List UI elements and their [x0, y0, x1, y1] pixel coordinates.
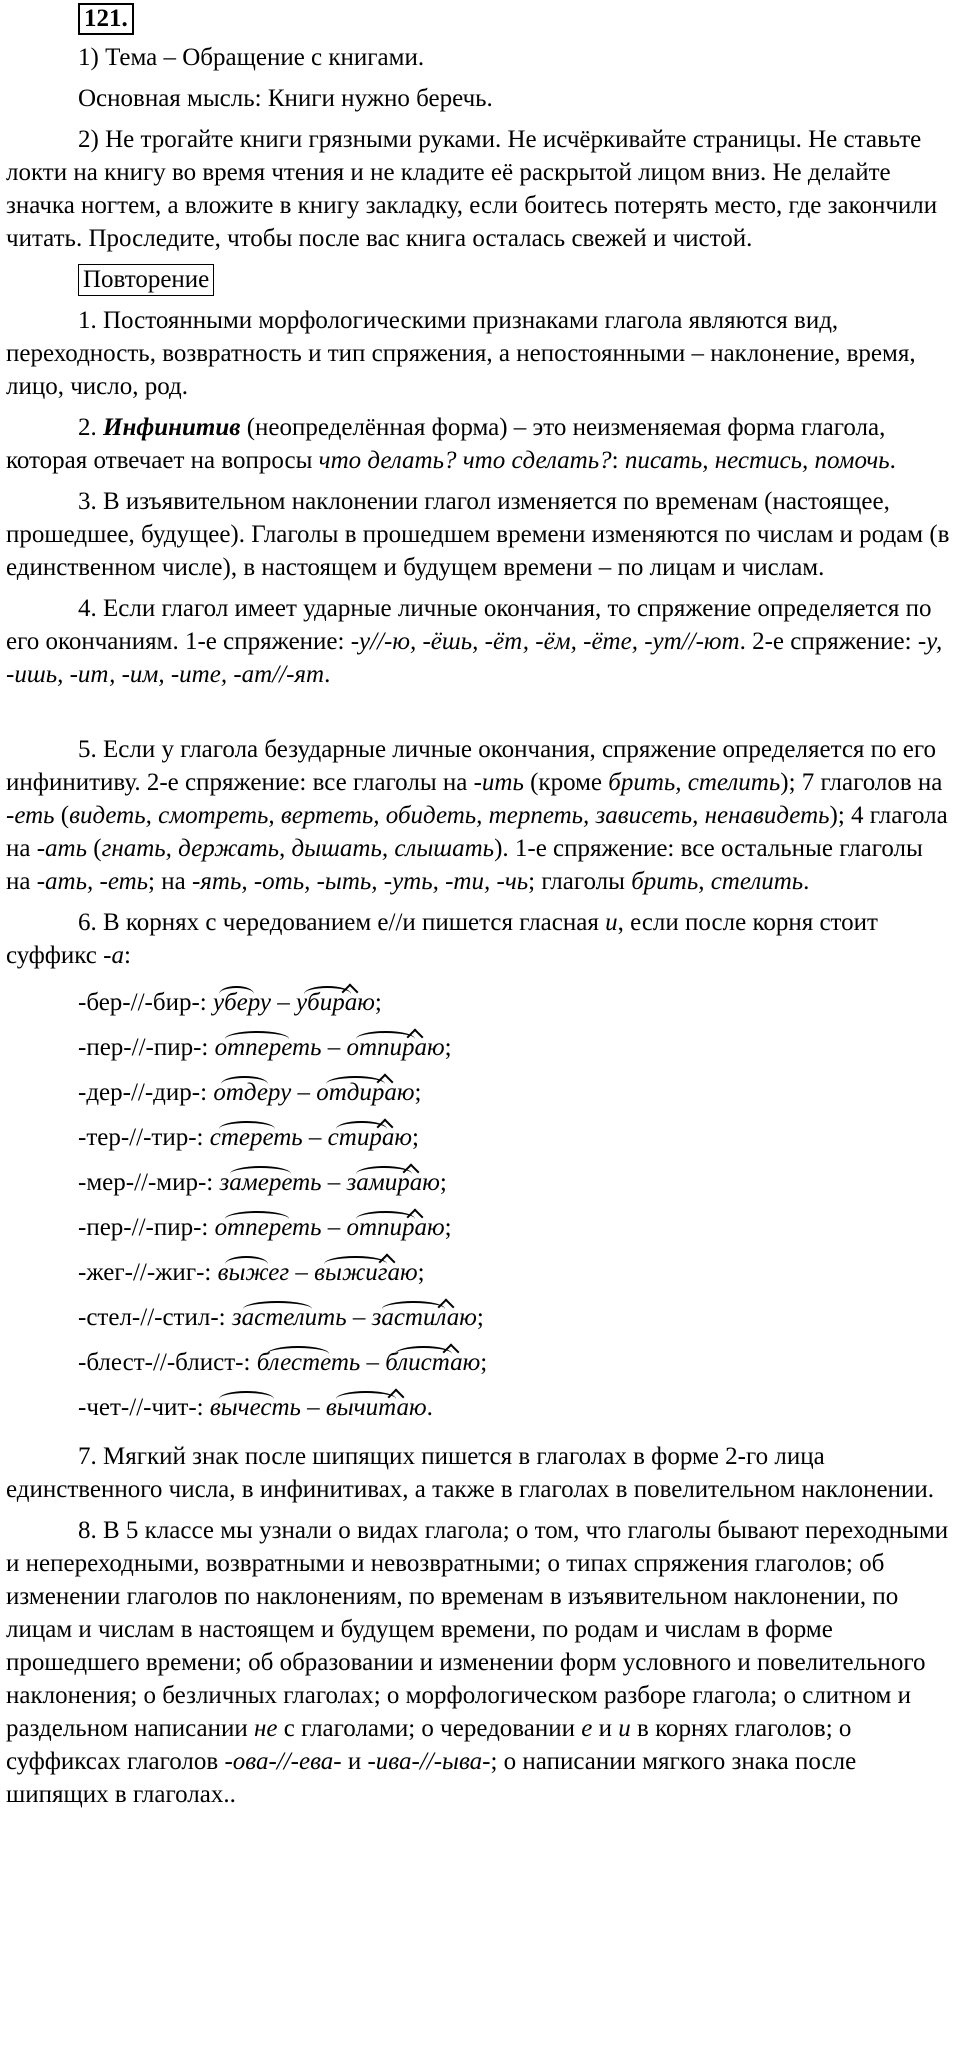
word-pair-second [296, 980, 375, 1025]
text-part: с глаголами; о чередовании [277, 1715, 582, 1742]
root-arc-mark [225, 1256, 268, 1272]
suffix-caret-mark [440, 1299, 454, 1313]
root-label: -бер-//-бир-: [78, 989, 213, 1016]
root-arc-mark [382, 1301, 445, 1317]
text-part: . [803, 868, 810, 895]
text-part: в корнях глаголов; о суффиксах глаголов [6, 1715, 852, 1775]
word: выжигаю [314, 1259, 418, 1286]
text-part: . 2-е спряжение: [739, 628, 918, 655]
repeat-item-2 [6, 411, 952, 477]
word: замереть [219, 1169, 322, 1196]
exercise-number: 121. [78, 3, 134, 35]
text-part: . [324, 661, 331, 688]
text-part: ). 1-е спряжение: все остальные глаголы на [6, 835, 923, 895]
word-pair-second [385, 1340, 480, 1385]
dash: – [321, 1169, 347, 1196]
italic-part: -ать [36, 835, 87, 862]
repeat-item-5 [6, 733, 952, 898]
word-pair-first [215, 1205, 322, 1250]
endings-second: -у, -ишь, -ит, -им, -ите, -ат//-ят [6, 628, 943, 688]
punct: ; [480, 1349, 488, 1376]
dash: – [300, 1394, 326, 1421]
word: стереть [209, 1124, 303, 1151]
suffix-caret-mark [445, 1344, 459, 1358]
root-row [6, 1340, 952, 1385]
root-arc-mark [395, 1346, 452, 1362]
root-label: -тер-//-тир-: [78, 1124, 210, 1151]
spacer [6, 699, 952, 733]
word-pair-second [328, 1115, 412, 1160]
word: отпереть [214, 1034, 322, 1061]
word-pair-first [210, 1115, 303, 1160]
word-pair-first [210, 1385, 301, 1430]
text-part: ( [54, 802, 70, 829]
root-list [6, 980, 952, 1430]
root-row [6, 1025, 952, 1070]
word: отпираю [346, 1214, 445, 1241]
dash: – [302, 1124, 328, 1151]
punct: ; [439, 1169, 447, 1196]
word-pair-first [213, 980, 271, 1025]
suffix-caret-mark [390, 1389, 404, 1403]
root-row [6, 1160, 952, 1205]
punct: ; [444, 1034, 452, 1061]
root-label: -жег-//-жиг-: [78, 1259, 218, 1286]
punct: ; [414, 1079, 422, 1106]
italic-part: брить, стелить [631, 868, 804, 895]
word: застилаю [371, 1304, 477, 1331]
word-pair-second [346, 1205, 444, 1250]
text-part: 5. Если у глагола безударные личные окончания, спряжение определяется по его инфинитиву. 2-е спряжение: все глаголы на [6, 736, 937, 796]
dash: – [346, 1304, 372, 1331]
text-part: ; на [148, 868, 192, 895]
text-part: и [341, 1748, 368, 1775]
word: уберу [212, 989, 272, 1016]
repeat-item-7: 7. Мягкий знак после шипящих пишется в глаголах в форме 2-го лица единственного числа, в инфинитивах, а также в глаголах в повелительном наклонении. [6, 1443, 935, 1503]
word: вычесть [209, 1394, 301, 1421]
repeat-label: Повторение [78, 264, 214, 296]
root-arc-mark [219, 1391, 274, 1407]
word-pair-first [215, 1025, 322, 1070]
suffix-caret-mark [405, 1164, 419, 1178]
word: застелить [231, 1304, 347, 1331]
word-pair-first [218, 1250, 290, 1295]
word: замираю [346, 1169, 440, 1196]
repeat-item-8 [6, 1514, 952, 1811]
suffix-caret-mark [409, 1029, 423, 1043]
italic-part: -ять, -оть, -ыть, -уть, -ти, -чь [191, 868, 529, 895]
root-arc-mark [324, 1256, 386, 1272]
text-part: : [123, 942, 131, 969]
text-part: (кроме [523, 769, 609, 796]
word: стираю [327, 1124, 412, 1151]
item-number: 2. [78, 414, 103, 441]
term-infinitive: Инфинитив [103, 414, 241, 441]
italic-part: видеть, смотреть, вертеть, обидеть, терпеть, зависеть, ненавидеть [69, 802, 830, 829]
root-arc-mark [243, 1301, 312, 1317]
italic-part: -ива-//-ыва- [367, 1748, 491, 1775]
root-label: -пер-//-пир-: [78, 1034, 215, 1061]
root-row [6, 1295, 952, 1340]
word: вычитаю [325, 1394, 427, 1421]
text-part: 8. В 5 классе мы узнали о видах глагола; о том, что глаголы бывают переходными и непереходными, возвратными и невозвратными; о типах спряжения глаголов; об изменении глаголов по наклонениям, по временам в изъявительном наклонении, по лицам и числам в настоящем и будущем времени, по родам и числам в форме прошедшего времени; об образовании и изменении форм условного и повелительного наклонения; о безличных глаголах; о морфологическом разборе глагола; о слитном и раздельном написании [6, 1517, 949, 1742]
root-arc-mark [336, 1391, 396, 1407]
word: блестеть [256, 1349, 361, 1376]
root-row [6, 1070, 952, 1115]
word: отпираю [346, 1034, 445, 1061]
suffix-caret-mark [379, 1074, 393, 1088]
root-arc-mark [225, 1031, 289, 1047]
root-label: -мер-//-мир-: [78, 1169, 220, 1196]
word-pair-first [220, 1160, 322, 1205]
root-label: -пер-//-пир-: [78, 1214, 215, 1241]
text-part: и [592, 1715, 619, 1742]
main-idea-paragraph: Основная мысль: Книги нужно беречь. [78, 85, 493, 112]
dash: – [291, 1079, 317, 1106]
punct: . [426, 1394, 433, 1421]
root-row [6, 980, 952, 1025]
dash: – [360, 1349, 386, 1376]
colon: : [611, 447, 625, 474]
suffix-caret-mark [344, 984, 358, 998]
dash: – [271, 989, 297, 1016]
word-pair-second [372, 1295, 477, 1340]
endings-first: -у//-ю, -ёшь, -ёт, -ём, -ёте, -ут//-ют [350, 628, 740, 655]
word: отдеру [213, 1079, 292, 1106]
punct: ; [411, 1124, 419, 1151]
italic-part: и [618, 1715, 631, 1742]
text-part: ); 7 глаголов на [780, 769, 943, 796]
text-part: ; глаголы [528, 868, 632, 895]
repeat-item-6 [6, 906, 952, 972]
dash: – [321, 1034, 347, 1061]
word-pair-second [346, 1025, 444, 1070]
period: . [889, 447, 896, 474]
italic-part: е [581, 1715, 593, 1742]
root-arc-mark [356, 1166, 412, 1182]
text-part: ( [87, 835, 102, 862]
suffix-caret-mark [379, 1119, 393, 1133]
italic-part: -ить [473, 769, 524, 796]
italic-part: брить, стелить [608, 769, 781, 796]
word-pair-first [257, 1340, 361, 1385]
word: блистаю [385, 1349, 481, 1376]
word: убираю [296, 989, 375, 1016]
root-arc-mark [356, 1031, 415, 1047]
questions-text: что делать? что сделать? [318, 447, 612, 474]
dash: – [321, 1214, 347, 1241]
word-pair-first [213, 1070, 291, 1115]
italic-part: не [253, 1715, 278, 1742]
suffix-caret-mark [409, 1209, 423, 1223]
root-arc-mark [326, 1076, 385, 1092]
text-part: 4. Если глагол имеет ударные личные окончания, то спряжение определяется по его окончаниям. 1-е спряжение: [6, 595, 932, 655]
text-part: ); 4 глагола на [6, 802, 948, 862]
word-pair-second [316, 1070, 414, 1115]
word-pair-second [314, 1250, 417, 1295]
italic-part: -еть [6, 802, 55, 829]
root-label: -дер-//-дир-: [78, 1079, 214, 1106]
word-pair-second [326, 1385, 427, 1430]
word-pair-first [232, 1295, 347, 1340]
root-row [6, 1250, 952, 1295]
root-arc-mark [225, 1211, 289, 1227]
root-row [6, 1115, 952, 1160]
root-arc-mark [221, 1076, 268, 1092]
punct: ; [444, 1214, 452, 1241]
rules-paragraph: 2) Не трогайте книги грязными руками. Не исчёркивайте страницы. Не ставьте локти на книгу во время чтения и не кладите её раскрытой лицом вниз. Не делайте значка ногтем, а вложите в книгу закладку, если боитесь потерять место, где закончили читать. Проследите, чтобы после вас книга осталась свежей и чистой. [6, 126, 938, 252]
suffix-caret-mark [381, 1254, 395, 1268]
punct: ; [374, 989, 382, 1016]
root-arc-mark [230, 1166, 291, 1182]
word: отпереть [214, 1214, 322, 1241]
root-row [6, 1205, 952, 1250]
examples-text: писать, нестись, помочь [624, 447, 890, 474]
definition-text: (неопределённая форма) – это неизменяемая форма глагола, которая отвечает на вопросы [6, 414, 886, 474]
italic-part: и [605, 909, 618, 936]
italic-part: -а [103, 942, 124, 969]
root-arc-mark [356, 1211, 415, 1227]
root-arc-mark [267, 1346, 329, 1362]
italic-part: -ать, -еть [36, 868, 149, 895]
root-label: -стел-//-стил-: [78, 1304, 232, 1331]
repeat-item-3: 3. В изъявительном наклонении глагол изменяется по временам (настоящее, прошедшее, будущее). Глаголы в прошедшем времени изменяются по числам и родам (в единственном числе), в настоящем и будущем времени – по лицам и числам. [6, 488, 950, 581]
italic-part: гнать, держать, дышать, слышать [101, 835, 495, 862]
word: выжег [217, 1259, 290, 1286]
text-part: ; о написании мягкого знака после шипящих в глаголах.. [6, 1748, 857, 1808]
root-arc-mark [219, 1121, 275, 1137]
text-part: , если после корня стоит суффикс [6, 909, 878, 969]
italic-part: -ова-//-ева- [224, 1748, 342, 1775]
dash: – [289, 1259, 315, 1286]
text-part: 6. В корнях с чередованием е//и пишется гласная [78, 909, 606, 936]
topic-paragraph: 1) Тема – Обращение с книгами. [78, 44, 425, 71]
punct: ; [417, 1259, 425, 1286]
root-row [6, 1385, 952, 1430]
punct: ; [476, 1304, 484, 1331]
repeat-item-1: 1. Постоянными морфологическими признаками глагола являются вид, переходность, возвратность и тип спряжения, а непостоянными – наклонение, время, лицо, число, род. [6, 307, 916, 400]
word: отдираю [316, 1079, 415, 1106]
root-arc-mark [219, 986, 254, 1002]
root-label: -чет-//-чит-: [78, 1394, 210, 1421]
word-pair-second [347, 1160, 440, 1205]
root-label: -блест-//-блист-: [78, 1349, 257, 1376]
repeat-item-4 [6, 592, 952, 691]
